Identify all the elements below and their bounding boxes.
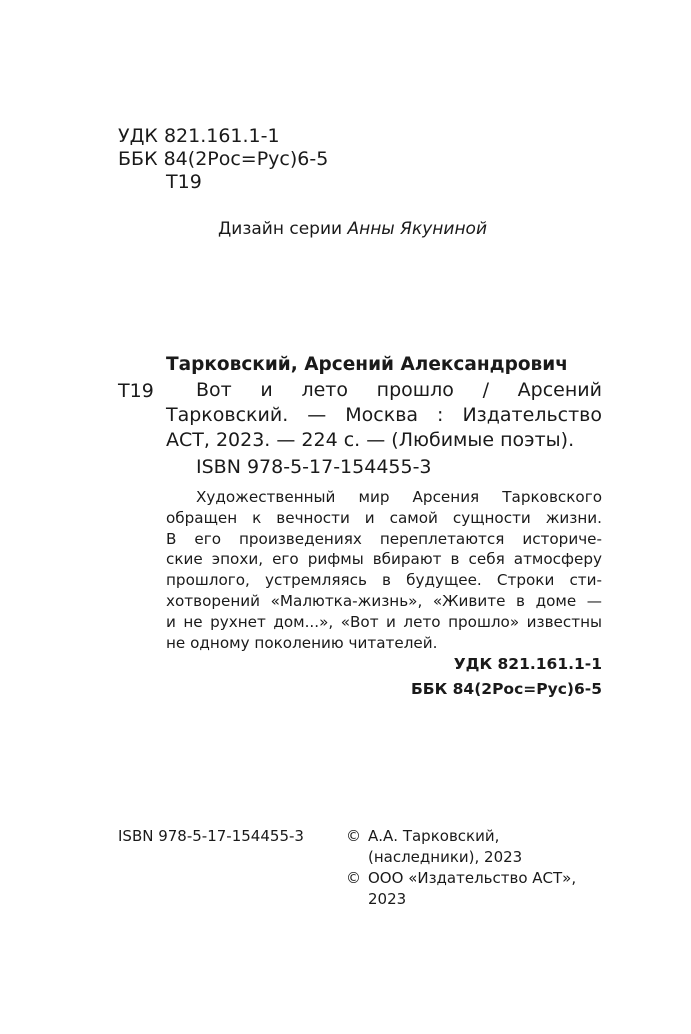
copyright-holder: А.А. Тарковский, <box>368 827 500 845</box>
classification-codes <box>118 125 328 194</box>
footer-udk-code: УДК 821.161.1-1 <box>453 655 602 673</box>
bib-line: Вот и лето прошло / Арсений <box>196 379 602 401</box>
catalog-code: Т19 <box>118 380 154 402</box>
imprint-isbn: ISBN 978-5-17-154455-3 <box>118 827 304 845</box>
annotation-line: ские эпохи, его рифмы вбирают в себя атмосферу <box>166 550 602 569</box>
annotation-line: и не рухнет дом...», «Вот и лето прошло» известны <box>166 612 602 631</box>
annotation-line: прошлого, устремляясь в будущее. Строки сти- <box>166 571 602 590</box>
footer-bbk-code: ББК 84(2Рос=Рус)6-5 <box>410 680 602 698</box>
copyright-detail: (наследники), 2023 <box>368 848 523 866</box>
copyright-symbol: © <box>346 869 361 887</box>
bibliographic-description <box>166 378 602 453</box>
copyright-symbol: © <box>346 827 361 845</box>
author-sign: Т19 <box>166 171 202 193</box>
copyright-detail: 2023 <box>368 890 407 908</box>
copyright-entry <box>346 826 576 868</box>
bbk-code: ББК 84(2Рос=Рус)6-5 <box>118 148 329 170</box>
series-designer-name: Анны Якуниной <box>347 219 488 239</box>
annotation-line: обращен к вечности и самой сущности жизни. <box>166 508 602 527</box>
annotation-line: хотворений «Малютка-жизнь», «Живите в доме — <box>166 591 602 610</box>
footer-classification-codes <box>366 652 602 702</box>
copyright-block <box>346 826 576 910</box>
udk-code: УДК 821.161.1-1 <box>118 125 280 147</box>
copyright-holder: ООО «Издательство АСТ», <box>368 869 577 887</box>
series-design-credit <box>218 219 487 239</box>
annotation-line: не одному поколению читателей. <box>166 633 438 652</box>
annotation-line: Художественный мир Арсения Тарковского <box>196 488 602 506</box>
annotation <box>166 487 602 653</box>
series-design-label: Дизайн серии <box>218 219 343 239</box>
bib-line: АСТ, 2023. — 224 с. — (Любимые поэты). <box>166 429 575 451</box>
annotation-line: В его произведениях переплетаются историче- <box>166 529 602 548</box>
record-isbn: ISBN 978-5-17-154455-3 <box>196 456 432 478</box>
copyright-entry <box>346 868 576 910</box>
author-heading: Тарковский, Арсений Александрович <box>166 354 568 375</box>
bib-line: Тарковский. — Москва : Издательство <box>166 404 602 426</box>
